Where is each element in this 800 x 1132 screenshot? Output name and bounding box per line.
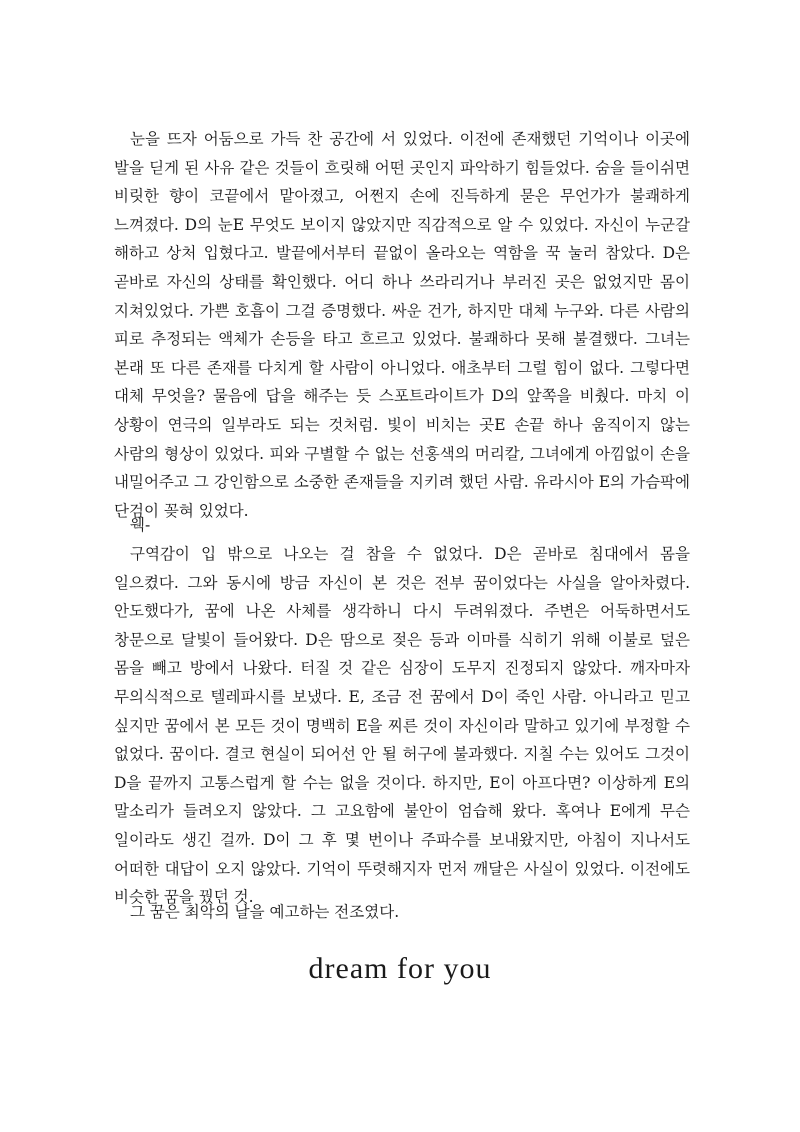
paragraph-4: 그 꿈은 최악의 날을 예고하는 전조였다. <box>130 903 400 921</box>
paragraph-3: 구역감이 입 밖으로 나오는 걸 참을 수 없었다. D은 곧바로 침대에서 몸을 일으켰다. 그와 동시에 방금 자신이 본 것은 전부 꿈이었다는 사실을 알아차렸다. 안도했다가, 꿈에 나온 사체를 생각하니 다시 두려워졌다. 주변은 어둑하면서도 창문으로 달빛이 들어왔다. D은 땀으로 젖은 등과 이마를 식히기 위해 이불로 덮은 몸을 빼고 방에서 나왔다. 터질 것 같은 심장이 도무지 진정되지 않았다. 깨자마자 무의식적으로 텔레파시를 보냈다. E, 조금 전 꿈에서 D이 죽인 사람. 아니라고 믿고 싶지만 꿈에서 본 모든 것이 명백히 E을 찌른 것이 자신이라 말하고 있기에 부정할 수 없었다. 꿈이다. 결코 현실이 되어선 안 될 허구에 불과했다. 지칠 수는 있어도 그것이 D을 끝까지 고통스럽게 할 수는 없을 것이다. 하지만, E이 아프다면? 이상하게 E의 말소리가 들려오지 않았다. 그 고요함에 불안이 엄습해 왔다. 혹여나 E에게 무슨 일이라도 생긴 걸까. D이 그 후 몇 번이나 주파수를 보내왔지만, 아침이 지나서도 어떠한 대답이 오지 않았다. 기억이 뚜렷해지자 먼저 깨달은 사실이 있었다. 이전에도 비슷한 꿈을 꿨던 것. <box>114 545 690 907</box>
paragraph-2: 웩- <box>130 516 151 534</box>
document-title: dream for you <box>308 952 492 985</box>
paragraph-1: 눈을 뜨자 어둠으로 가득 찬 공간에 서 있었다. 이전에 존재했던 기억이나 이곳에 발을 딛게 된 사유 같은 것들이 흐릿해 어떤 곳인지 파악하기 힘들었다. 숨을 들이쉬면 비릿한 향이 코끝에서 맡아졌고, 어쩐지 손에 진득하게 묻은 무언가가 불쾌하게 느껴졌다. D의 눈E 무엇도 보이지 않았지만 직감적으로 알 수 있었다. 자신이 누군갈 해하고 상처 입혔다고. 발끝에서부터 끝없이 올라오는 역함을 꾹 눌러 참았다. D은 곧바로 자신의 상태를 확인했다. 어디 하나 쓰라리거나 부러진 곳은 없었지만 몸이 지쳐있었다. 가쁜 호흡이 그걸 증명했다. 싸운 건가, 하지만 대체 누구와. 다른 사람의 피로 추정되는 액체가 손등을 타고 흐르고 있었다. 불쾌하다 못해 불결했다. 그녀는 본래 또 다른 존재를 다치게 할 사람이 아니었다. 애초부터 그럴 힘이 없다. 그렇다면 대체 무엇을? 물음에 답을 해주는 듯 스포트라이트가 D의 앞쪽을 비췄다. 마치 이 상황이 연극의 일부라도 되는 것처럼. 빛이 비치는 곳E 손끝 하나 움직이지 않는 사람의 형상이 있었다. 피와 구별할 수 없는 선홍색의 머리칼, 그녀에게 아낌없이 손을 내밀어주고 그 강인함으로 소중한 존재들을 지키려 했던 사람. 유라시아 E의 가슴팍에 단검이 꽂혀 있었다. <box>114 130 690 520</box>
